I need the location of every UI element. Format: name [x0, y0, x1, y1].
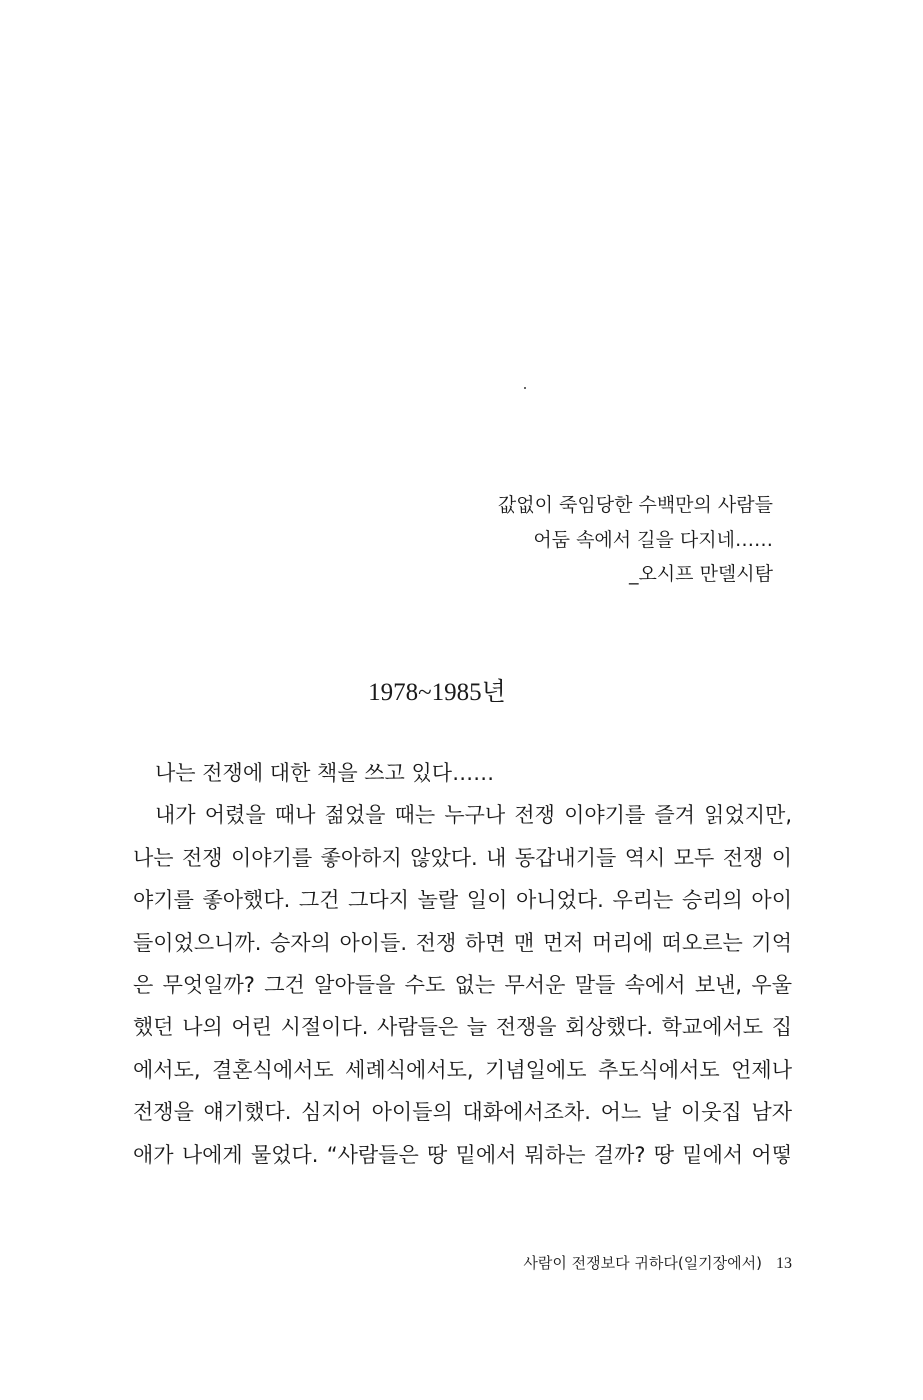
epigraph-line: 값없이 죽임당한 수백만의 사람들 [497, 494, 773, 516]
epigraph-attribution: _오시프 만델시탐 [628, 563, 773, 585]
epigraph-line: 어둠 속에서 길을 다지네…… [533, 528, 773, 551]
running-title: 사람이 전쟁보다 귀하다(일기장에서) [523, 1254, 762, 1272]
paragraph-line: 했던 나의 어린 시절이다. 사람들은 늘 전쟁을 회상했다. 학교에서도 집 [133, 1015, 792, 1040]
paragraph-line: 전쟁을 얘기했다. 심지어 아이들의 대화에서조차. 어느 날 이웃집 남자 [133, 1100, 792, 1125]
paragraph-line: 들이었으니까. 승자의 아이들. 전쟁 하면 맨 먼저 머리에 떠오르는 기억 [133, 930, 792, 955]
paragraph-line: 에서도, 결혼식에서도 세례식에서도, 기념일에도 추도식에서도 언제나 [133, 1057, 792, 1082]
chapter-heading: 1978~1985년 [368, 679, 506, 706]
paragraph-line: 나는 전쟁에 대한 책을 쓰고 있다…… [155, 761, 495, 785]
paragraph-line: 야기를 좋아했다. 그건 그다지 놀랄 일이 아니었다. 우리는 승리의 아이 [133, 888, 792, 913]
paragraph-line: 애가 나에게 물었다. “사람들은 땅 밑에서 뭐하는 걸까? 땅 밑에서 어떻 [133, 1142, 792, 1167]
page-footer [523, 1252, 792, 1273]
epigraph [498, 488, 773, 592]
paragraph-line: 내가 어렸을 때나 젊었을 때는 누구나 전쟁 이야기를 즐겨 읽었지만, [155, 803, 792, 828]
paragraph-line: 나는 전쟁 이야기를 좋아하지 않았다. 내 동갑내기들 역시 모두 전쟁 이 [133, 845, 792, 870]
paragraph-line: 은 무엇일까? 그건 알아들을 수도 없는 무서운 말들 속에서 보낸, 우울 [133, 972, 792, 997]
scan-speck [524, 387, 526, 389]
page-number: 13 [776, 1255, 792, 1272]
body-text [133, 756, 792, 1180]
